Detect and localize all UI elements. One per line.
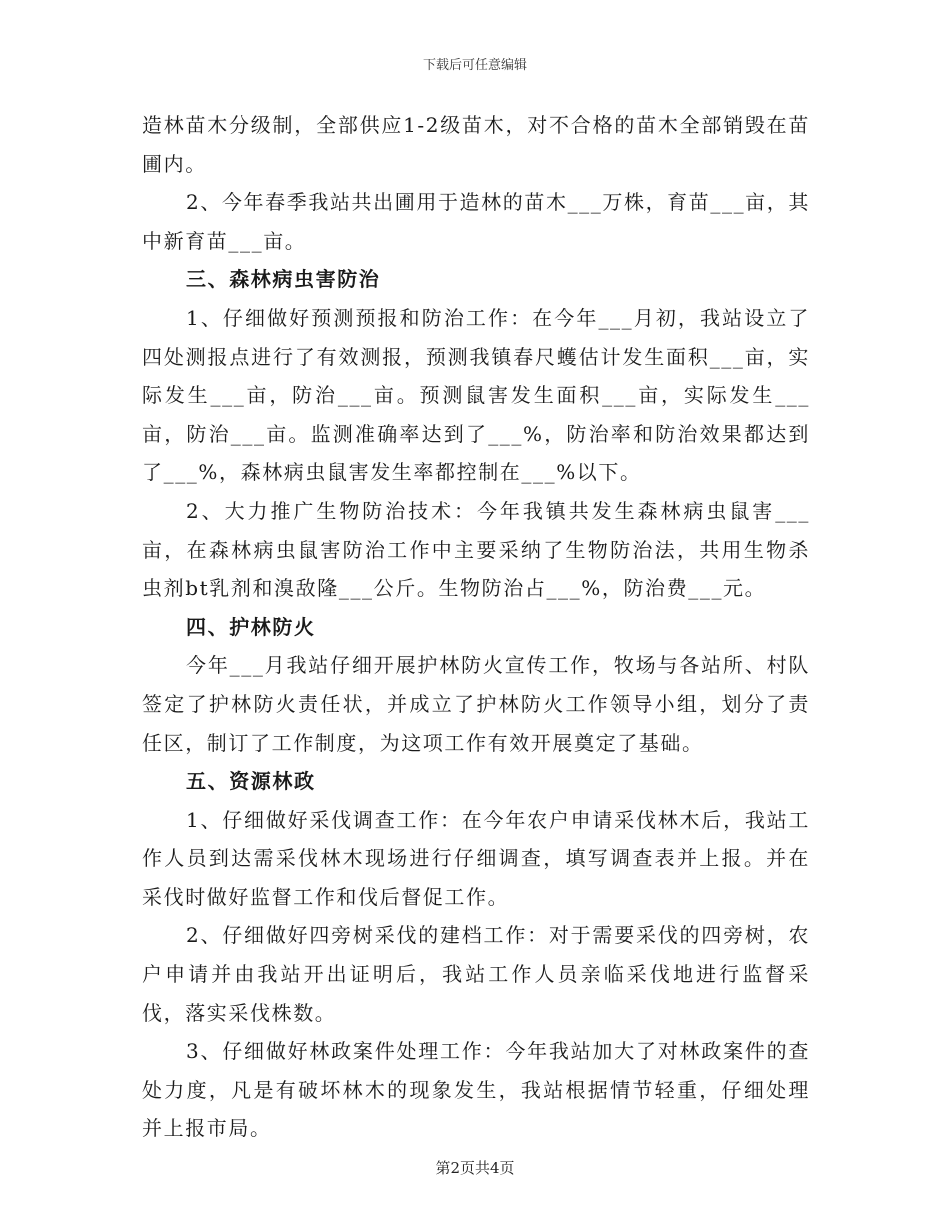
page-number: 第2页共4页 bbox=[435, 1159, 515, 1177]
paragraph-nursery-grading: 造林苗木分级制，全部供应1-2级苗木，对不合格的苗木全部销毁在苗圃内。 bbox=[142, 113, 810, 176]
section-heading-forest-administration: 五、资源林政 bbox=[186, 769, 316, 794]
paragraph-forecasting: 1、仔细做好预测预报和防治工作：在今年___月初，我站设立了四处测报点进行了有效测报，预测我镇春尺蠖估计发生面积___亩，实际发生___亩，防治___亩。预测鼠害发生面积___亩，实际发生___亩，防治___亩。监测准确率达到了___%，防治率和防治效果都达到了___%，森林病虫鼠害发生率都控制在___%以下。 bbox=[142, 305, 810, 485]
paragraph-fire-prevention: 今年___月我站仔细开展护林防火宣传工作，牧场与各站所、村队签定了护林防火责任状，并成立了护林防火工作领导小组，划分了责任区，制订了工作制度，为这项工作有效开展奠定了基础。 bbox=[142, 653, 810, 755]
section-heading-pest-control: 三、森林病虫害防治 bbox=[186, 267, 381, 292]
paragraph-case-handling: 3、仔细做好林政案件处理工作：今年我站加大了对林政案件的查处力度，凡是有破坏林木的现象发生，我站根据情节轻重，仔细处理并上报市局。 bbox=[142, 1039, 810, 1141]
paragraph-biological-control: 2、大力推广生物防治技术：今年我镇共发生森林病虫鼠害___亩，在森林病虫鼠害防治工作中主要采纳了生物防治法，共用生物杀虫剂bt乳剂和溴敌隆___公斤。生物防治占___%，防治费___元。 bbox=[142, 498, 810, 601]
paragraph-roadside-trees: 2、仔细做好四旁树采伐的建档工作：对于需要采伐的四旁树，农户申请并由我站开出证明后，我站工作人员亲临采伐地进行监督采伐，落实采伐株数。 bbox=[142, 923, 810, 1025]
document-body bbox=[142, 106, 810, 1148]
paragraph-seedling-output: 2、今年春季我站共出圃用于造林的苗木___万株，育苗___亩，其中新育苗___亩。 bbox=[142, 190, 810, 253]
section-heading-fire-prevention: 四、护林防火 bbox=[186, 614, 316, 639]
header-note: 下载后可任意编辑 bbox=[422, 58, 527, 73]
paragraph-logging-survey: 1、仔细做好采伐调查工作：在今年农户申请采伐林木后，我站工作人员到达需采伐林木现场进行仔细调查，填写调查表并上报。并在采伐时做好监督工作和伐后督促工作。 bbox=[142, 807, 810, 909]
